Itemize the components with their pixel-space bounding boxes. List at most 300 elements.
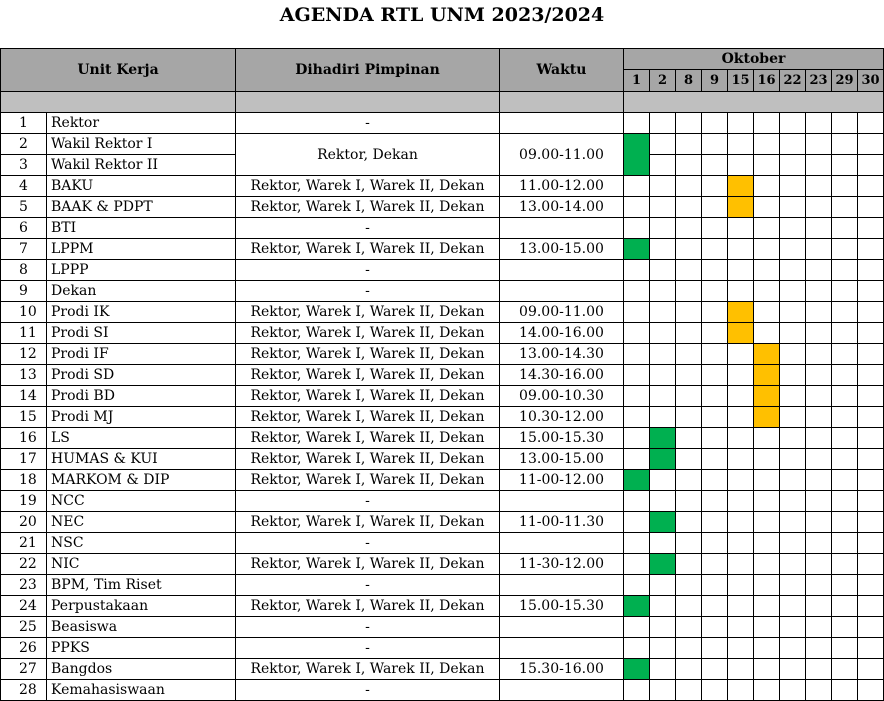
table-row <box>1 617 884 638</box>
schedule-cell <box>624 407 650 428</box>
unit-kerja-cell: Kemahasiswaan <box>47 680 236 701</box>
schedule-cell <box>780 575 806 596</box>
schedule-cell <box>858 554 884 575</box>
row-number: 5 <box>1 197 47 218</box>
schedule-cell <box>650 302 676 323</box>
schedule-cell <box>832 470 858 491</box>
schedule-cell <box>832 113 858 134</box>
row-number: 21 <box>1 533 47 554</box>
schedule-cell <box>702 428 728 449</box>
schedule-cell <box>728 428 754 449</box>
schedule-cell <box>832 596 858 617</box>
waktu-cell <box>500 113 624 134</box>
schedule-cell <box>676 554 702 575</box>
waktu-cell <box>500 281 624 302</box>
schedule-mark-green <box>624 470 650 491</box>
unit-kerja-cell: LPPP <box>47 260 236 281</box>
unit-kerja-cell: Prodi IK <box>47 302 236 323</box>
schedule-cell <box>650 134 676 155</box>
schedule-cell <box>676 218 702 239</box>
waktu-cell <box>500 680 624 701</box>
schedule-cell <box>806 470 832 491</box>
schedule-cell <box>650 197 676 218</box>
table-row <box>1 302 884 323</box>
schedule-cell <box>676 512 702 533</box>
waktu-cell: 11-00-11.30 <box>500 512 624 533</box>
schedule-cell <box>780 323 806 344</box>
schedule-cell <box>754 302 780 323</box>
schedule-cell <box>650 533 676 554</box>
dihadiri-cell: Rektor, Warek I, Warek II, Dekan <box>236 428 500 449</box>
table-row <box>1 554 884 575</box>
schedule-cell <box>676 596 702 617</box>
schedule-mark-green <box>624 134 650 176</box>
dihadiri-cell: - <box>236 113 500 134</box>
schedule-cell <box>858 239 884 260</box>
schedule-cell <box>806 407 832 428</box>
schedule-cell <box>702 302 728 323</box>
schedule-cell <box>676 491 702 512</box>
day-header-1: 1 <box>624 70 650 92</box>
schedule-cell <box>650 344 676 365</box>
schedule-cell <box>702 617 728 638</box>
dihadiri-cell: - <box>236 281 500 302</box>
schedule-cell <box>728 155 754 176</box>
unit-kerja-cell: NIC <box>47 554 236 575</box>
dihadiri-cell: - <box>236 218 500 239</box>
schedule-cell <box>702 260 728 281</box>
schedule-cell <box>728 554 754 575</box>
dihadiri-cell: Rektor, Warek I, Warek II, Dekan <box>236 176 500 197</box>
schedule-cell <box>806 281 832 302</box>
schedule-cell <box>858 596 884 617</box>
row-number: 27 <box>1 659 47 680</box>
schedule-cell <box>676 449 702 470</box>
waktu-cell: 09.00-11.00 <box>500 302 624 323</box>
schedule-cell <box>754 134 780 155</box>
schedule-cell <box>676 365 702 386</box>
dihadiri-cell: Rektor, Warek I, Warek II, Dekan <box>236 512 500 533</box>
dihadiri-cell: Rektor, Warek I, Warek II, Dekan <box>236 407 500 428</box>
schedule-cell <box>754 617 780 638</box>
schedule-cell <box>832 155 858 176</box>
waktu-cell: 13.00-15.00 <box>500 239 624 260</box>
header-spacer <box>1 92 236 113</box>
schedule-cell <box>650 239 676 260</box>
header-unit-kerja: Unit Kerja <box>1 49 236 92</box>
schedule-cell <box>728 113 754 134</box>
schedule-cell <box>780 554 806 575</box>
schedule-cell <box>780 407 806 428</box>
row-number: 7 <box>1 239 47 260</box>
schedule-cell <box>832 386 858 407</box>
waktu-cell: 13.00-14.00 <box>500 197 624 218</box>
unit-kerja-cell: HUMAS & KUI <box>47 449 236 470</box>
schedule-cell <box>702 344 728 365</box>
schedule-cell <box>676 260 702 281</box>
schedule-cell <box>832 239 858 260</box>
schedule-cell <box>676 617 702 638</box>
schedule-cell <box>702 449 728 470</box>
waktu-cell <box>500 617 624 638</box>
row-number: 24 <box>1 596 47 617</box>
dihadiri-cell: Rektor, Warek I, Warek II, Dekan <box>236 470 500 491</box>
schedule-cell <box>832 176 858 197</box>
schedule-cell <box>676 197 702 218</box>
schedule-cell <box>780 512 806 533</box>
row-number: 4 <box>1 176 47 197</box>
schedule-cell <box>624 323 650 344</box>
schedule-mark-yellow <box>728 302 754 323</box>
schedule-cell <box>832 512 858 533</box>
schedule-cell <box>806 449 832 470</box>
schedule-cell <box>702 113 728 134</box>
schedule-cell <box>728 281 754 302</box>
schedule-cell <box>806 617 832 638</box>
schedule-cell <box>806 365 832 386</box>
row-number: 16 <box>1 428 47 449</box>
dihadiri-cell: Rektor, Warek I, Warek II, Dekan <box>236 344 500 365</box>
table-row <box>1 113 884 134</box>
dihadiri-cell: Rektor, Warek I, Warek II, Dekan <box>236 596 500 617</box>
agenda-table <box>0 48 884 701</box>
waktu-cell: 11-30-12.00 <box>500 554 624 575</box>
schedule-cell <box>624 533 650 554</box>
unit-kerja-cell: Prodi SD <box>47 365 236 386</box>
unit-kerja-cell: Prodi IF <box>47 344 236 365</box>
schedule-cell <box>806 239 832 260</box>
schedule-cell <box>702 470 728 491</box>
schedule-cell <box>624 344 650 365</box>
day-header-29: 29 <box>832 70 858 92</box>
unit-kerja-cell: Bangdos <box>47 659 236 680</box>
unit-kerja-cell: Perpustakaan <box>47 596 236 617</box>
schedule-cell <box>832 428 858 449</box>
schedule-cell <box>780 659 806 680</box>
schedule-cell <box>624 386 650 407</box>
schedule-cell <box>832 680 858 701</box>
unit-kerja-cell: PPKS <box>47 638 236 659</box>
schedule-cell <box>728 344 754 365</box>
schedule-cell <box>832 533 858 554</box>
schedule-cell <box>806 260 832 281</box>
row-number: 9 <box>1 281 47 302</box>
schedule-cell <box>676 533 702 554</box>
table-row <box>1 197 884 218</box>
schedule-cell <box>858 533 884 554</box>
schedule-cell <box>858 113 884 134</box>
schedule-cell <box>650 659 676 680</box>
schedule-cell <box>780 470 806 491</box>
schedule-cell <box>702 281 728 302</box>
dihadiri-cell: - <box>236 617 500 638</box>
schedule-cell <box>702 239 728 260</box>
schedule-mark-yellow <box>754 407 780 428</box>
waktu-cell <box>500 533 624 554</box>
schedule-cell <box>858 638 884 659</box>
unit-kerja-cell: Wakil Rektor II <box>47 155 236 176</box>
row-number: 19 <box>1 491 47 512</box>
schedule-cell <box>780 155 806 176</box>
schedule-cell <box>832 407 858 428</box>
schedule-cell <box>806 218 832 239</box>
row-number: 15 <box>1 407 47 428</box>
schedule-cell <box>754 659 780 680</box>
row-number: 10 <box>1 302 47 323</box>
schedule-cell <box>754 260 780 281</box>
schedule-cell <box>650 260 676 281</box>
schedule-cell <box>728 134 754 155</box>
schedule-cell <box>728 407 754 428</box>
schedule-cell <box>702 512 728 533</box>
table-row <box>1 407 884 428</box>
schedule-cell <box>832 554 858 575</box>
schedule-cell <box>780 533 806 554</box>
row-number: 2 <box>1 134 47 155</box>
waktu-cell: 09.00-10.30 <box>500 386 624 407</box>
dihadiri-cell: Rektor, Warek I, Warek II, Dekan <box>236 323 500 344</box>
schedule-cell <box>702 554 728 575</box>
schedule-cell <box>780 365 806 386</box>
unit-kerja-cell: Wakil Rektor I <box>47 134 236 155</box>
schedule-cell <box>858 260 884 281</box>
schedule-cell <box>676 155 702 176</box>
schedule-cell <box>780 449 806 470</box>
table-row <box>1 260 884 281</box>
unit-kerja-cell: Rektor <box>47 113 236 134</box>
schedule-cell <box>806 344 832 365</box>
table-row <box>1 281 884 302</box>
schedule-cell <box>650 155 676 176</box>
schedule-cell <box>624 365 650 386</box>
schedule-cell <box>780 260 806 281</box>
dihadiri-cell: Rektor, Warek I, Warek II, Dekan <box>236 659 500 680</box>
schedule-cell <box>702 176 728 197</box>
waktu-cell: 13.00-15.00 <box>500 449 624 470</box>
dihadiri-cell: Rektor, Warek I, Warek II, Dekan <box>236 449 500 470</box>
schedule-cell <box>806 638 832 659</box>
schedule-cell <box>806 575 832 596</box>
schedule-cell <box>754 281 780 302</box>
schedule-cell <box>858 680 884 701</box>
waktu-cell <box>500 575 624 596</box>
schedule-cell <box>702 491 728 512</box>
schedule-cell <box>676 239 702 260</box>
row-number: 17 <box>1 449 47 470</box>
day-header-30: 30 <box>858 70 884 92</box>
schedule-cell <box>676 659 702 680</box>
unit-kerja-cell: LPPM <box>47 239 236 260</box>
schedule-cell <box>624 449 650 470</box>
schedule-cell <box>780 239 806 260</box>
schedule-cell <box>832 260 858 281</box>
schedule-cell <box>624 113 650 134</box>
schedule-cell <box>728 512 754 533</box>
day-header-16: 16 <box>754 70 780 92</box>
table-row <box>1 533 884 554</box>
row-number: 6 <box>1 218 47 239</box>
schedule-cell <box>676 134 702 155</box>
schedule-cell <box>858 659 884 680</box>
schedule-cell <box>676 575 702 596</box>
header-dihadiri: Dihadiri Pimpinan <box>236 49 500 92</box>
schedule-cell <box>858 302 884 323</box>
schedule-cell <box>806 512 832 533</box>
row-number: 1 <box>1 113 47 134</box>
row-number: 18 <box>1 470 47 491</box>
schedule-cell <box>754 470 780 491</box>
schedule-cell <box>650 218 676 239</box>
schedule-cell <box>650 113 676 134</box>
schedule-cell <box>754 113 780 134</box>
unit-kerja-cell: Prodi MJ <box>47 407 236 428</box>
dihadiri-cell: - <box>236 680 500 701</box>
schedule-cell <box>728 575 754 596</box>
dihadiri-cell: - <box>236 491 500 512</box>
schedule-cell <box>728 638 754 659</box>
table-row <box>1 218 884 239</box>
schedule-cell <box>728 239 754 260</box>
table-row <box>1 470 884 491</box>
schedule-cell <box>624 176 650 197</box>
schedule-cell <box>624 428 650 449</box>
header-month: Oktober <box>624 49 884 70</box>
unit-kerja-cell: NEC <box>47 512 236 533</box>
schedule-cell <box>624 302 650 323</box>
schedule-cell <box>832 323 858 344</box>
schedule-cell <box>650 470 676 491</box>
dihadiri-cell: - <box>236 533 500 554</box>
schedule-cell <box>780 617 806 638</box>
row-number: 26 <box>1 638 47 659</box>
dihadiri-cell: - <box>236 575 500 596</box>
schedule-mark-yellow <box>754 365 780 386</box>
schedule-cell <box>624 260 650 281</box>
schedule-cell <box>832 575 858 596</box>
table-row <box>1 176 884 197</box>
schedule-cell <box>650 386 676 407</box>
row-number: 8 <box>1 260 47 281</box>
schedule-cell <box>806 134 832 155</box>
schedule-cell <box>702 638 728 659</box>
row-number: 3 <box>1 155 47 176</box>
schedule-cell <box>754 428 780 449</box>
schedule-cell <box>780 428 806 449</box>
day-header-15: 15 <box>728 70 754 92</box>
schedule-cell <box>754 449 780 470</box>
row-number: 20 <box>1 512 47 533</box>
row-number: 22 <box>1 554 47 575</box>
schedule-cell <box>624 575 650 596</box>
header-spacer <box>500 92 624 113</box>
schedule-cell <box>676 302 702 323</box>
schedule-cell <box>650 617 676 638</box>
table-row <box>1 638 884 659</box>
schedule-cell <box>650 596 676 617</box>
schedule-cell <box>858 323 884 344</box>
schedule-cell <box>780 218 806 239</box>
header-spacer <box>236 92 500 113</box>
schedule-cell <box>702 365 728 386</box>
dihadiri-cell: - <box>236 638 500 659</box>
schedule-cell <box>728 680 754 701</box>
schedule-cell <box>650 365 676 386</box>
schedule-cell <box>702 659 728 680</box>
schedule-cell <box>858 155 884 176</box>
schedule-cell <box>806 302 832 323</box>
schedule-cell <box>780 680 806 701</box>
waktu-cell: 14.00-16.00 <box>500 323 624 344</box>
schedule-cell <box>754 491 780 512</box>
schedule-cell <box>728 596 754 617</box>
schedule-cell <box>650 281 676 302</box>
table-row <box>1 386 884 407</box>
waktu-cell: 14.30-16.00 <box>500 365 624 386</box>
unit-kerja-cell: BTI <box>47 218 236 239</box>
schedule-cell <box>624 680 650 701</box>
schedule-cell <box>676 113 702 134</box>
dihadiri-cell: Rektor, Warek I, Warek II, Dekan <box>236 554 500 575</box>
schedule-cell <box>754 575 780 596</box>
schedule-cell <box>650 575 676 596</box>
table-row <box>1 575 884 596</box>
schedule-cell <box>624 554 650 575</box>
table-row <box>1 680 884 701</box>
schedule-cell <box>676 323 702 344</box>
waktu-cell <box>500 491 624 512</box>
unit-kerja-cell: BAKU <box>47 176 236 197</box>
dihadiri-cell: Rektor, Warek I, Warek II, Dekan <box>236 302 500 323</box>
schedule-cell <box>832 218 858 239</box>
day-header-2: 2 <box>650 70 676 92</box>
schedule-cell <box>728 386 754 407</box>
schedule-cell <box>832 449 858 470</box>
schedule-cell <box>832 302 858 323</box>
schedule-cell <box>650 407 676 428</box>
schedule-cell <box>676 407 702 428</box>
schedule-cell <box>754 680 780 701</box>
schedule-cell <box>780 302 806 323</box>
dihadiri-cell: Rektor, Dekan <box>236 134 500 176</box>
schedule-cell <box>806 323 832 344</box>
schedule-cell <box>858 470 884 491</box>
schedule-cell <box>780 596 806 617</box>
schedule-cell <box>702 197 728 218</box>
schedule-cell <box>650 680 676 701</box>
schedule-cell <box>806 113 832 134</box>
table-row <box>1 323 884 344</box>
waktu-cell: 11-00-12.00 <box>500 470 624 491</box>
schedule-cell <box>624 512 650 533</box>
schedule-cell <box>754 596 780 617</box>
schedule-cell <box>702 533 728 554</box>
waktu-cell <box>500 260 624 281</box>
schedule-cell <box>650 176 676 197</box>
schedule-cell <box>832 197 858 218</box>
schedule-cell <box>624 197 650 218</box>
day-header-22: 22 <box>780 70 806 92</box>
schedule-mark-green <box>650 512 676 533</box>
schedule-cell <box>676 344 702 365</box>
schedule-cell <box>832 659 858 680</box>
schedule-cell <box>754 554 780 575</box>
table-row <box>1 512 884 533</box>
schedule-cell <box>702 386 728 407</box>
schedule-cell <box>754 197 780 218</box>
row-number: 11 <box>1 323 47 344</box>
schedule-cell <box>806 197 832 218</box>
row-number: 23 <box>1 575 47 596</box>
